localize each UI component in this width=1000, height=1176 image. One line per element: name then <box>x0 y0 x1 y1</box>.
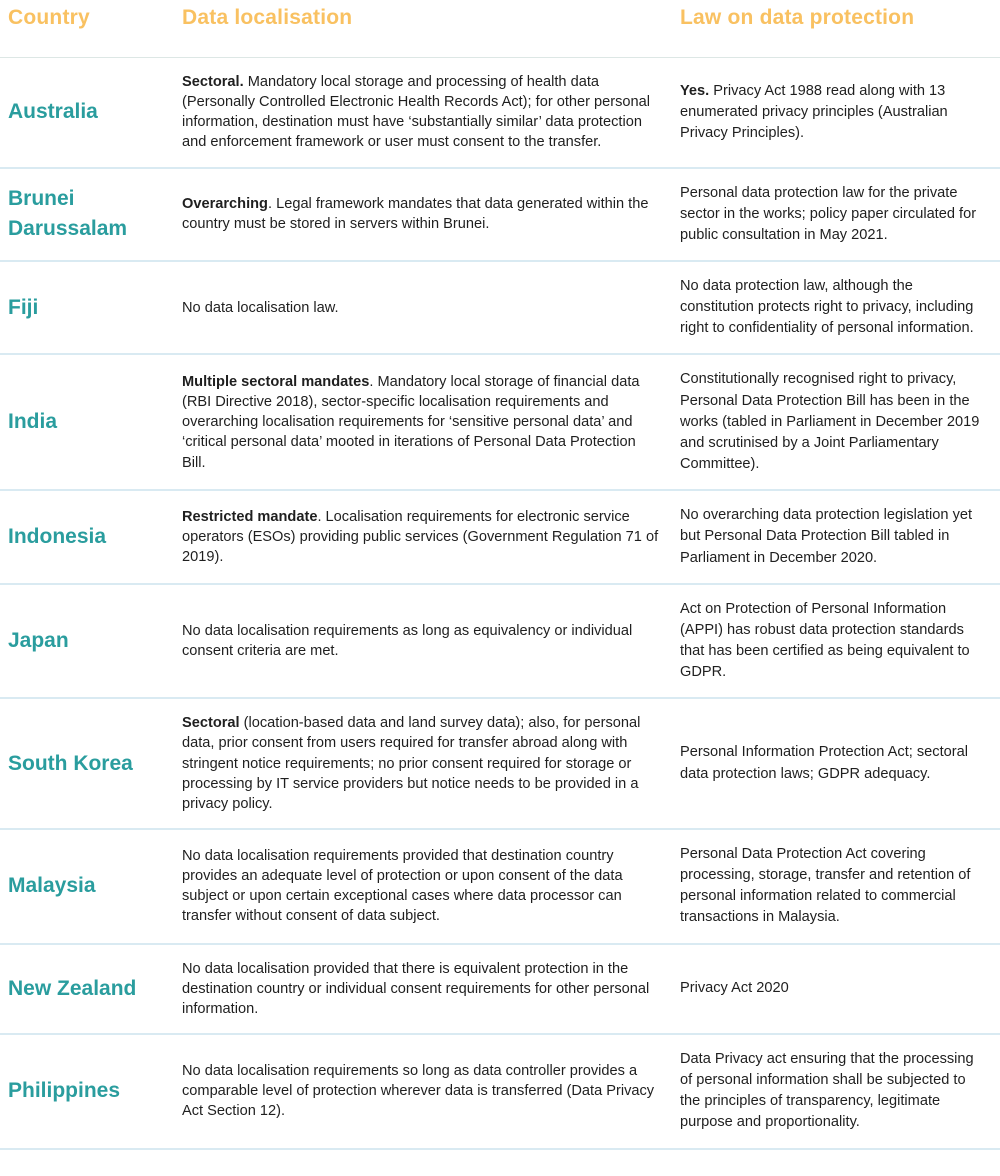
law-cell <box>674 183 1000 246</box>
law-cell <box>674 369 1000 475</box>
localisation-text: No data localisation law. <box>182 299 339 316</box>
law-text: Personal data protection law for the private sector in the works; policy paper circulated for public consultation in May 2021. <box>680 184 977 243</box>
country-name: Fiji <box>8 295 39 319</box>
localisation-cell <box>182 372 674 473</box>
localisation-text: . Mandatory local storage of financial data (RBI Directive 2018), sector-specific localisation requirements and overarching localisation requirements for ‘sensitive personal data’ and ‘critical personal data’ mooted in iterations of Personal Data Protection Bill. <box>182 374 640 471</box>
localisation-text: No data localisation requirements as long as equivalency or individual consent criteria are met. <box>182 622 633 659</box>
table-row <box>0 1033 1000 1150</box>
table-header-row <box>0 0 1000 58</box>
table-row <box>0 489 1000 582</box>
law-text: Data Privacy act ensuring that the processing of personal information shall be subjected to the principles of transparency, legitimate purpose and proportionality. <box>680 1050 974 1131</box>
localisation-cell <box>182 507 674 567</box>
law-lead: Yes. <box>680 82 710 99</box>
country-name: Brunei Darussalam <box>8 187 128 241</box>
localisation-lead: Overarching <box>182 196 268 213</box>
table-row <box>0 828 1000 943</box>
localisation-cell <box>182 846 674 927</box>
localisation-text: (location-based data and land survey data); also, for personal data, prior consent from users required for transfer abroad along with stringent notice requirements; no prior consent required for storage or processing by IT service providers but notice needs to be provided in a privacy policy. <box>182 715 641 812</box>
localisation-text: Mandatory local storage and processing of health data (Personally Controlled Electronic Health Records Act); for other personal information, destination must have ‘substantially similar’ data protection and enforcement framework or user must consent to the transfer. <box>182 74 651 151</box>
localisation-cell <box>182 713 674 814</box>
law-cell <box>674 276 1000 339</box>
law-text: Constitutionally recognised right to privacy, Personal Data Protection Bill has been in the works (tabled in Parliament in December 2019 and scrutinised by a Joint Parliamentary Committee). <box>680 371 980 473</box>
law-text: Act on Protection of Personal Information (APPI) has robust data protection standards that has been certified as being equivalent to GDPR. <box>680 600 970 681</box>
country-name: Japan <box>8 629 69 653</box>
country-name: Philippines <box>8 1079 121 1103</box>
table-row <box>0 943 1000 1033</box>
table-row <box>0 167 1000 260</box>
localisation-cell <box>182 72 674 153</box>
table-row <box>0 260 1000 353</box>
localisation-lead: Multiple sectoral mandates <box>182 374 370 391</box>
law-text: Personal Data Protection Act covering processing, storage, transfer and retention of personal information related to commercial transactions in Malaysia. <box>680 845 971 926</box>
law-cell <box>674 1049 1000 1134</box>
localisation-lead: Sectoral <box>182 715 240 732</box>
law-cell <box>674 599 1000 684</box>
law-cell <box>674 81 1000 144</box>
localisation-text: No data localisation requirements provided that destination country provides an adequate level of protection or upon consent of the data subject or upon certain exceptional cases where data processor can transfer without consent of data subject. <box>182 848 623 925</box>
table-row <box>0 353 1000 489</box>
column-header-data-localisation: Data localisation <box>182 6 353 29</box>
law-text: Privacy Act 2020 <box>680 980 789 997</box>
localisation-cell <box>182 621 674 661</box>
localisation-lead: Restricted mandate <box>182 508 318 525</box>
localisation-cell <box>182 194 674 234</box>
country-name: India <box>8 410 58 434</box>
localisation-text: . Legal framework mandates that data generated within the country must be stored in servers within Brunei. <box>182 196 649 233</box>
law-text: Personal Information Protection Act; sectoral data protection laws; GDPR adequacy. <box>680 744 968 782</box>
country-name: Australia <box>8 100 98 124</box>
table-row <box>0 583 1000 698</box>
localisation-lead: Sectoral. <box>182 74 244 90</box>
law-cell <box>674 978 1000 999</box>
column-header-law-on-data-protection: Law on data protection <box>680 6 915 29</box>
law-cell <box>674 505 1000 568</box>
country-name: Malaysia <box>8 874 96 898</box>
localisation-text: No data localisation requirements so long as data controller provides a comparable level of protection wherever data is transferred (Data Privacy Act Section 12). <box>182 1063 655 1120</box>
localisation-cell <box>182 959 674 1019</box>
law-text: Privacy Act 1988 read along with 13 enumerated privacy principles (Australian Privacy Principles). <box>680 82 948 141</box>
country-name: New Zealand <box>8 976 137 1000</box>
localisation-cell <box>182 298 674 318</box>
law-text: No overarching data protection legislation yet but Personal Data Protection Bill tabled in Parliament in December 2020. <box>680 507 973 566</box>
law-text: No data protection law, although the constitution protects right to privacy, including right to confidentiality of personal information. <box>680 277 974 337</box>
table-body <box>0 58 1000 1150</box>
law-cell <box>674 844 1000 929</box>
table-row <box>0 697 1000 828</box>
table-row <box>0 58 1000 167</box>
country-name: South Korea <box>8 751 133 775</box>
law-cell <box>674 742 1000 784</box>
column-header-country: Country <box>8 6 90 29</box>
localisation-cell <box>182 1061 674 1121</box>
localisation-text: . Localisation requirements for electronic service operators (ESOs) providing public services (Government Regulation 71 of 2019). <box>182 508 659 566</box>
localisation-text: No data localisation provided that there is equivalent protection in the destination country or individual consent requirements for other personal information. <box>182 960 650 1017</box>
country-name: Indonesia <box>8 525 107 549</box>
